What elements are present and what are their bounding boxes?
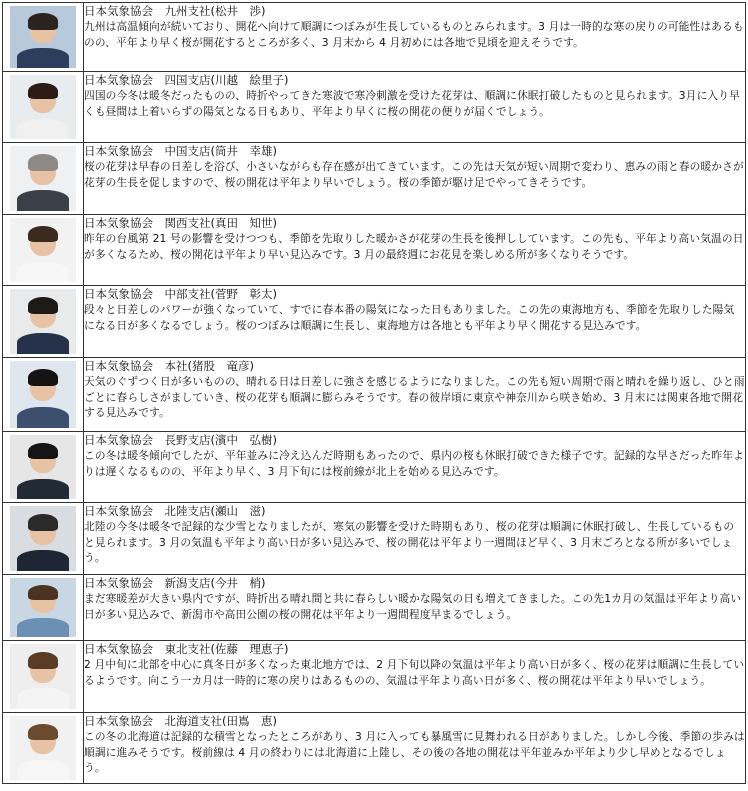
organization-name: 日本気象協会	[84, 144, 153, 158]
forecast-comment: 昨年の台風第 21 号の影響を受けつつも、季節を先取りした暖かさが花芽の生長を後押ししています。この先も、平年より高い気温の日が多くなるため、桜の開花は平年より早い見込みです。3 月の最終週にお花見を楽しめる所が多くなりそうです。	[84, 232, 744, 261]
forecaster-heading	[84, 432, 745, 448]
photo-cell	[3, 143, 84, 215]
organization-name: 日本気象協会	[84, 4, 153, 18]
forecaster-portrait	[10, 644, 76, 709]
forecast-comment: 北陸の今冬は暖冬で記録的な少雪となりましたが、寒気の影響を受けた時期もあり、桜の花芽は順調に休眠打破し、生長しているものと見られます。3 月の気温も平年より高い日が多い見込みで、桜の開花は平年より一週間ほど早く、3 月末ごろとなる所が多いでしょう。	[84, 520, 735, 565]
organization-name: 日本気象協会	[84, 504, 153, 518]
branch-and-forecaster: 新潟支店(今井 梢)	[164, 576, 266, 590]
branch-and-forecaster: 北陸支店(瀬山 滋)	[164, 504, 266, 518]
forecaster-portrait	[10, 6, 76, 68]
organization-name: 日本気象協会	[84, 216, 153, 230]
organization-name: 日本気象協会	[84, 642, 153, 656]
forecaster-heading	[84, 503, 745, 519]
forecast-comment: 天気のぐずつく日が多いものの、晴れる日は日差しに強さを感じるようになりました。この先も短い周期で雨と晴れを繰り返し、ひと雨ごとに春らしさがましていき、桜の花芽も順調に膨らみそうです。春の彼岸頃に東京や神奈川から咲き始め、3 月末には関東各地で開花する見込みです。	[84, 375, 745, 420]
organization-name: 日本気象協会	[84, 714, 153, 728]
forecaster-portrait	[10, 218, 76, 282]
forecaster-row	[3, 358, 746, 432]
forecaster-heading	[84, 641, 745, 657]
branch-and-forecaster: 長野支店(濱中 弘樹)	[164, 433, 277, 447]
organization-name: 日本気象協会	[84, 73, 153, 87]
forecaster-portrait	[10, 716, 76, 780]
forecaster-heading	[84, 143, 745, 159]
forecaster-row	[3, 641, 746, 713]
branch-and-forecaster: 本社(猪股 竜彦)	[164, 359, 254, 373]
forecast-comment: 四国の今冬は暖冬だったものの、時折やってきた寒波で寒冷刺激を受けた花芽は、順調に休眠打破したものと見られます。3月に入り早くも昼間は上着いらずの陽気となる日もあり、平年より早くに桜の開花の便りが届くでしょう。	[84, 89, 740, 118]
organization-name: 日本気象協会	[84, 359, 153, 373]
forecast-comment: まだ寒暖差が大きい県内ですが、時折出る晴れ間と共に春らしい暖かな陽気の日も増えてきました。この先1カ月の気温は平年より高い日が多い見込みで、新潟市や高田公園の桜の開花は平年より一週間程度早まるでしょう。	[84, 592, 742, 621]
forecaster-row	[3, 575, 746, 641]
forecast-cell	[84, 3, 746, 72]
forecaster-portrait	[10, 578, 76, 637]
forecast-cell	[84, 286, 746, 358]
forecast-comment: 桜の花芽は早春の日差しを浴び、小さいながらも存在感が出てきています。この先は天気が短い周期で変わり、恵みの雨と春の暖かさが花芽の生長を促しますので、桜の開花は平年より早いでしょう。桜の季節が駆け足でやってきそうです。	[84, 160, 744, 189]
branch-and-forecaster: 中部支社(菅野 彰太)	[164, 287, 277, 301]
forecaster-portrait	[10, 146, 76, 211]
forecaster-row	[3, 713, 746, 784]
photo-cell	[3, 713, 84, 784]
photo-cell	[3, 3, 84, 72]
organization-name: 日本気象協会	[84, 287, 153, 301]
forecaster-row	[3, 286, 746, 358]
organization-name: 日本気象協会	[84, 576, 153, 590]
forecaster-heading	[84, 72, 745, 88]
photo-cell	[3, 432, 84, 503]
forecast-comment: この冬は暖冬傾向でしたが、平年並みに冷え込んだ時期もあったので、県内の桜も休眠打破できた様子です。記録的な早さだった昨年よりは遅くなるものの、平年より早く、3 月下旬には桜前線が北上を始める見込みです。	[84, 449, 744, 478]
forecast-cell	[84, 641, 746, 713]
photo-cell	[3, 575, 84, 641]
organization-name: 日本気象協会	[84, 433, 153, 447]
photo-cell	[3, 641, 84, 713]
branch-and-forecaster: 東北支社(佐藤 理恵子)	[164, 642, 289, 656]
branch-and-forecaster: 北海道支社(田嶌 恵)	[164, 714, 277, 728]
forecaster-portrait	[10, 289, 76, 354]
forecast-comment: 段々と日差しのパワーが強くなっていて、すでに春本番の陽気になった日もありました。この先の東海地方も、季節を先取りした陽気になる日が多くなるでしょう。桜のつぼみは順調に生長し、東海地方は各地とも平年より早く開花する見込みです。	[84, 303, 735, 332]
branch-and-forecaster: 関西支社(真田 知世)	[164, 216, 277, 230]
forecast-cell	[84, 72, 746, 143]
forecaster-row	[3, 143, 746, 215]
forecaster-heading	[84, 713, 745, 729]
forecaster-heading	[84, 215, 745, 231]
photo-cell	[3, 215, 84, 286]
photo-cell	[3, 503, 84, 575]
forecaster-row	[3, 503, 746, 575]
forecaster-portrait	[10, 75, 76, 139]
forecaster-heading	[84, 286, 745, 302]
branch-and-forecaster: 中国支店(筒井 幸雄)	[164, 144, 277, 158]
forecast-comment: 九州は高温傾向が続いており、開花へ向けて順調につぼみが生長しているものとみられます。3 月は一時的な寒の戻りの可能性はあるものの、平年より早く桜が開花するところが多く、3 月末から 4 月初めには各地で見頃を迎えそうです。	[84, 20, 744, 49]
forecaster-heading	[84, 575, 745, 591]
forecast-cell	[84, 143, 746, 215]
forecast-cell	[84, 358, 746, 432]
forecast-comment: 2 月中旬に北部を中心に真冬日が多くなった東北地方では、2 月下旬以降の気温は平年より高い日が多く、桜の花芽は順調に生長しているようです。向こう一カ月は一時的に寒の戻りはあるものの、気温は平年より高い日が多く、桜の開花は平年より早いでしょう。	[84, 658, 745, 687]
forecaster-heading	[84, 358, 745, 374]
forecast-cell	[84, 713, 746, 784]
forecaster-row	[3, 432, 746, 503]
branch-and-forecaster: 四国支店(川越 絵里子)	[164, 73, 289, 87]
forecaster-row	[3, 215, 746, 286]
forecast-cell	[84, 432, 746, 503]
forecaster-portrait	[10, 361, 76, 428]
forecast-cell	[84, 215, 746, 286]
forecast-comment: この冬の北海道は記録的な積雪となったところがあり、3 月に入っても暴風雪に見舞われる日がありました。しかし今後、季節の歩みは順調に進みそうです。桜前線は 4 月の終わりには北海道に上陸し、その後の各地の開花は平年並みか平年より少し早めとなるでしょう。	[84, 730, 745, 775]
branch-and-forecaster: 九州支社(松井 渉)	[164, 4, 266, 18]
photo-cell	[3, 286, 84, 358]
forecaster-portrait	[10, 435, 76, 499]
photo-cell	[3, 72, 84, 143]
forecaster-table	[2, 2, 746, 784]
forecaster-heading	[84, 3, 745, 19]
forecast-cell	[84, 503, 746, 575]
forecaster-portrait	[10, 506, 76, 571]
forecast-cell	[84, 575, 746, 641]
photo-cell	[3, 358, 84, 432]
forecaster-row	[3, 3, 746, 72]
forecaster-row	[3, 72, 746, 143]
